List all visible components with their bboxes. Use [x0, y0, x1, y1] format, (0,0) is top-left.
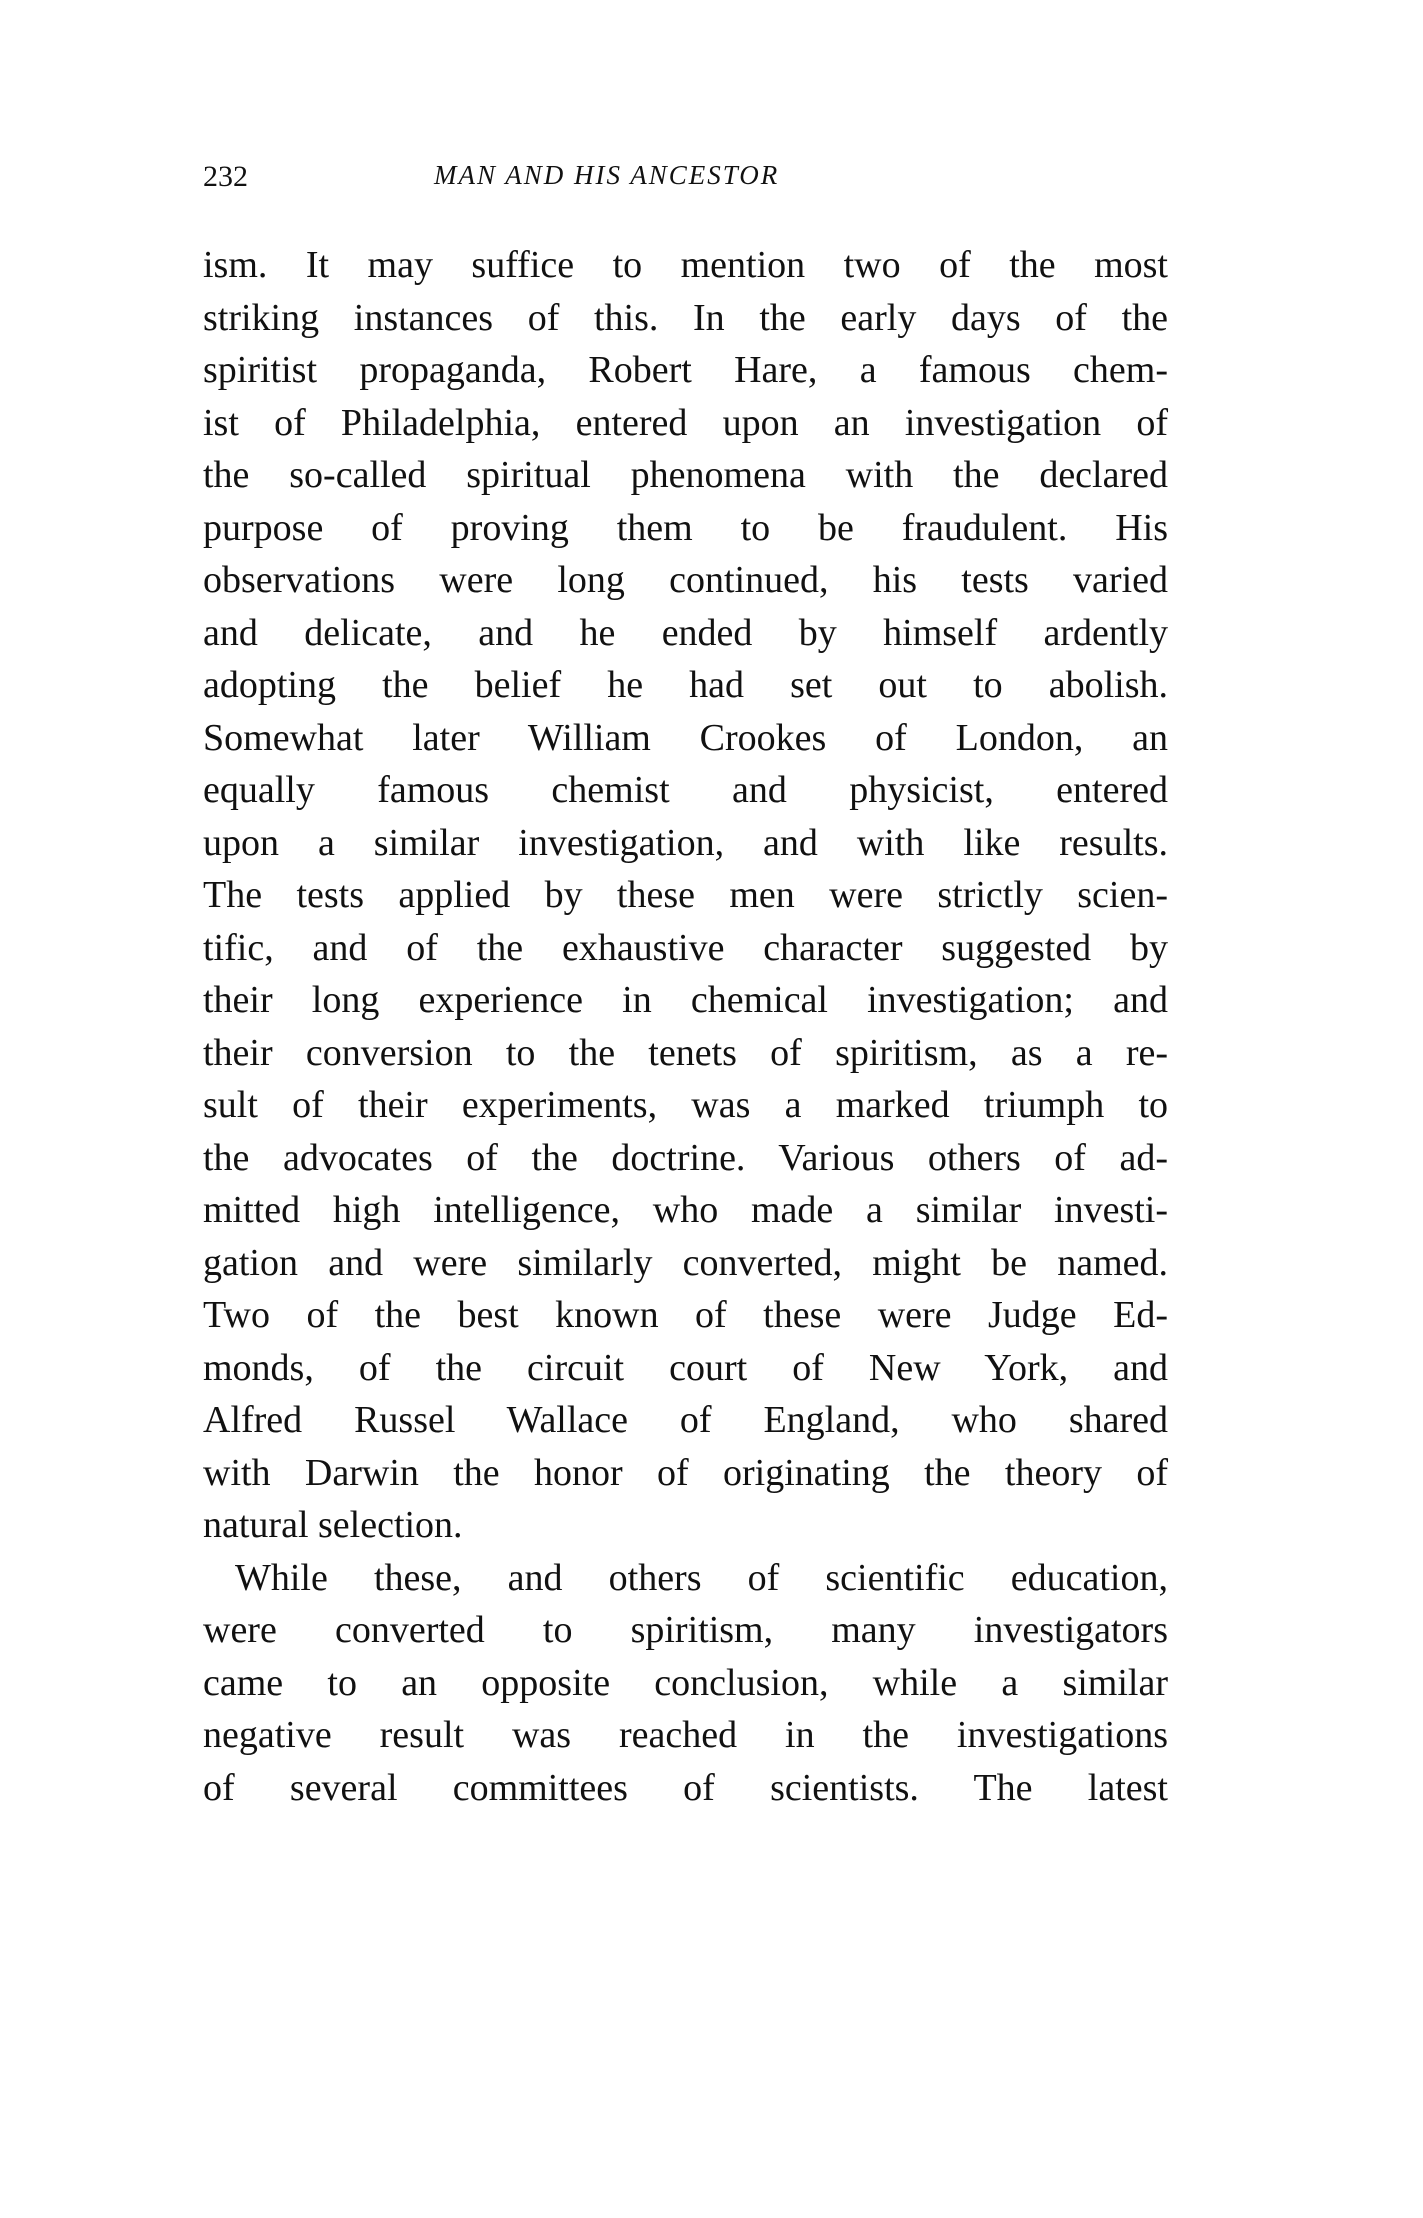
text-line: monds, of the circuit court of New York, and: [203, 1346, 1168, 1389]
text-line: ism. It may suffice to mention two of the most: [203, 244, 1168, 286]
text-line: gation and were similarly converted, might be named.: [203, 1241, 1168, 1284]
text-line: their long experience in chemical investigation; and: [203, 979, 1168, 1021]
text-line: ist of Philadelphia, entered upon an investigation of: [203, 401, 1168, 444]
text-line: the so-called spiritual phenomena with the declared: [203, 454, 1168, 496]
text-line: Two of the best known of these were Judge Ed-: [203, 1294, 1168, 1336]
text-line: Alfred Russel Wallace of England, who shared: [203, 1399, 1168, 1441]
text-line: and delicate, and he ended by himself ardently: [203, 611, 1168, 654]
text-line: the advocates of the doctrine. Various others of ad-: [203, 1136, 1168, 1179]
page-number: 232: [203, 160, 248, 193]
text-line: natural selection.: [203, 1504, 463, 1546]
text-line: purpose of proving them to be fraudulent. His: [203, 506, 1168, 549]
text-line: spiritist propaganda, Robert Hare, a famous chem-: [203, 349, 1168, 391]
text-line: came to an opposite conclusion, while a similar: [203, 1661, 1168, 1704]
text-line: mitted high intelligence, who made a similar investi-: [203, 1189, 1168, 1231]
text-line: upon a similar investigation, and with like results.: [203, 821, 1168, 864]
text-line: tific, and of the exhaustive character suggested by: [203, 926, 1168, 969]
text-line: were converted to spiritism, many investigators: [203, 1609, 1168, 1651]
text-line: The tests applied by these men were strictly scien-: [203, 874, 1168, 916]
running-header: [203, 160, 1168, 200]
text-line: their conversion to the tenets of spiritism, as a re-: [203, 1031, 1168, 1074]
text-line: equally famous chemist and physicist, entered: [203, 769, 1168, 811]
text-line: sult of their experiments, was a marked triumph to: [203, 1084, 1168, 1126]
body-text: [203, 239, 1168, 1814]
text-line: While these, and others of scientific education,: [235, 1556, 1168, 1599]
text-line: striking instances of this. In the early days of the: [203, 296, 1168, 339]
text-line: observations were long continued, his tests varied: [203, 559, 1168, 601]
running-title: MAN AND HIS ANCESTOR: [434, 160, 780, 190]
text-line: Somewhat later William Crookes of London, an: [203, 716, 1168, 759]
text-line: with Darwin the honor of originating the theory of: [203, 1451, 1168, 1494]
text-line: adopting the belief he had set out to abolish.: [203, 664, 1168, 706]
paragraph: [203, 1552, 1168, 1815]
paragraph: [203, 239, 1168, 1552]
text-line: negative result was reached in the investigations: [203, 1714, 1168, 1756]
text-line: of several committees of scientists. The latest: [203, 1766, 1168, 1809]
